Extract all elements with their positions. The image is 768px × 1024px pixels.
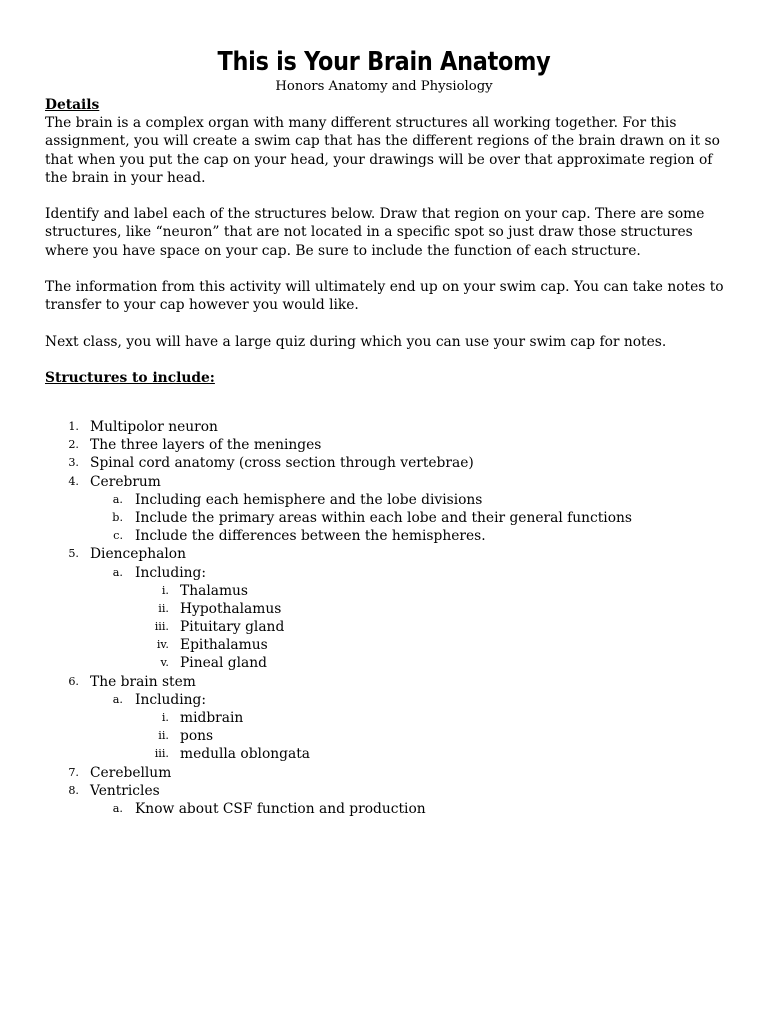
list-item	[45, 709, 735, 727]
list-item	[45, 600, 735, 618]
details-heading: Details	[45, 97, 100, 113]
list-marker: 4.	[68, 474, 79, 488]
list-marker: i.	[161, 583, 169, 597]
list-item-text: The three layers of the meninges	[90, 437, 322, 454]
list-marker: b.	[112, 510, 123, 524]
list-item	[45, 654, 735, 672]
list-marker: iii.	[154, 747, 169, 761]
list-item-text: Thalamus	[180, 582, 249, 599]
list-item	[45, 527, 735, 545]
list-item-text: midbrain	[180, 710, 244, 726]
list-marker: c.	[113, 529, 123, 543]
list-item-text: Ventricles	[90, 782, 160, 799]
list-item-text: Include the primary areas within each lobe and their general functions	[135, 509, 632, 526]
list-item	[45, 545, 735, 563]
list-marker: a.	[112, 692, 123, 706]
list-item-text: Include the differences between the hemispheres.	[135, 528, 486, 545]
list-marker: ii.	[158, 729, 169, 743]
list-item-text: Including each hemisphere and the lobe divisions	[135, 491, 483, 508]
list-item	[45, 691, 735, 709]
list-item	[45, 473, 735, 491]
list-item	[45, 418, 735, 436]
list-marker: iv.	[156, 638, 169, 652]
list-item	[45, 636, 735, 654]
list-item-text: The brain stem	[90, 673, 196, 690]
paragraph: The brain is a complex organ with many different structures all working together. For this assignment, you will create a swim cap that has the different regions of the brain drawn on it so that when you put the cap on your head, your drawings will be over that approximate region of the brain in your head.	[45, 115, 720, 186]
list-item-text: pons	[180, 728, 214, 745]
list-marker: ii.	[158, 601, 169, 615]
list-item	[45, 800, 735, 818]
list-item-text: Spinal cord anatomy (cross section through vertebrae)	[90, 455, 474, 472]
list-item	[45, 745, 735, 763]
list-item	[45, 673, 735, 691]
list-marker: a.	[112, 565, 123, 579]
list-item-text: Including:	[135, 564, 206, 581]
list-item-text: Pituitary gland	[180, 619, 285, 636]
paragraph: Identify and label each of the structures below. Draw that region on your cap. There are some structures, like “neuron” that are not located in a specific spot so just draw those structures where you have space on your cap. Be sure to include the function of each structure.	[45, 206, 705, 259]
list-marker: iii.	[154, 620, 169, 634]
list-item-text: medulla oblongata	[180, 746, 310, 763]
list-marker: 2.	[68, 438, 79, 452]
list-marker: a.	[112, 801, 123, 815]
document-title: This is Your Brain Anatomy	[217, 47, 551, 77]
list-item-text: Including:	[135, 691, 206, 708]
list-marker: 3.	[68, 456, 79, 470]
list-item	[45, 782, 735, 800]
list-marker: a.	[112, 492, 123, 506]
details-section	[45, 96, 735, 387]
list-marker: 8.	[68, 783, 79, 797]
list-item	[45, 436, 735, 454]
list-item-text: Pineal gland	[180, 655, 267, 672]
list-item-text: Know about CSF function and production	[135, 800, 426, 817]
list-item	[45, 564, 735, 582]
list-item	[45, 764, 735, 782]
list-item	[45, 454, 735, 472]
list-item	[45, 509, 735, 527]
list-marker: 1.	[68, 420, 79, 433]
list-item-text: Cerebellum	[90, 764, 172, 781]
list-item-text: Hypothalamus	[180, 600, 282, 617]
list-item	[45, 491, 735, 509]
list-marker: 6.	[68, 674, 79, 688]
list-marker: 5.	[68, 547, 79, 561]
paragraph: The information from this activity will ultimately end up on your swim cap. You can take notes to transfer to your cap however you would like.	[45, 279, 724, 314]
paragraph: Next class, you will have a large quiz during which you can use your swim cap for notes.	[45, 333, 667, 350]
list-marker: v.	[160, 656, 169, 670]
list-item-text: Diencephalon	[90, 546, 186, 563]
document-subtitle: Honors Anatomy and Physiology	[275, 79, 493, 94]
list-item	[45, 727, 735, 745]
list-item	[45, 618, 735, 636]
list-item-text: Multipolor neuron	[90, 419, 218, 435]
list-item	[45, 582, 735, 600]
list-marker: 7.	[68, 765, 79, 779]
list-item-text: Cerebrum	[90, 473, 161, 490]
structures-list	[45, 418, 735, 818]
structures-heading: Structures to include:	[45, 369, 215, 386]
list-marker: i.	[161, 711, 169, 724]
list-item-text: Epithalamus	[180, 637, 268, 654]
